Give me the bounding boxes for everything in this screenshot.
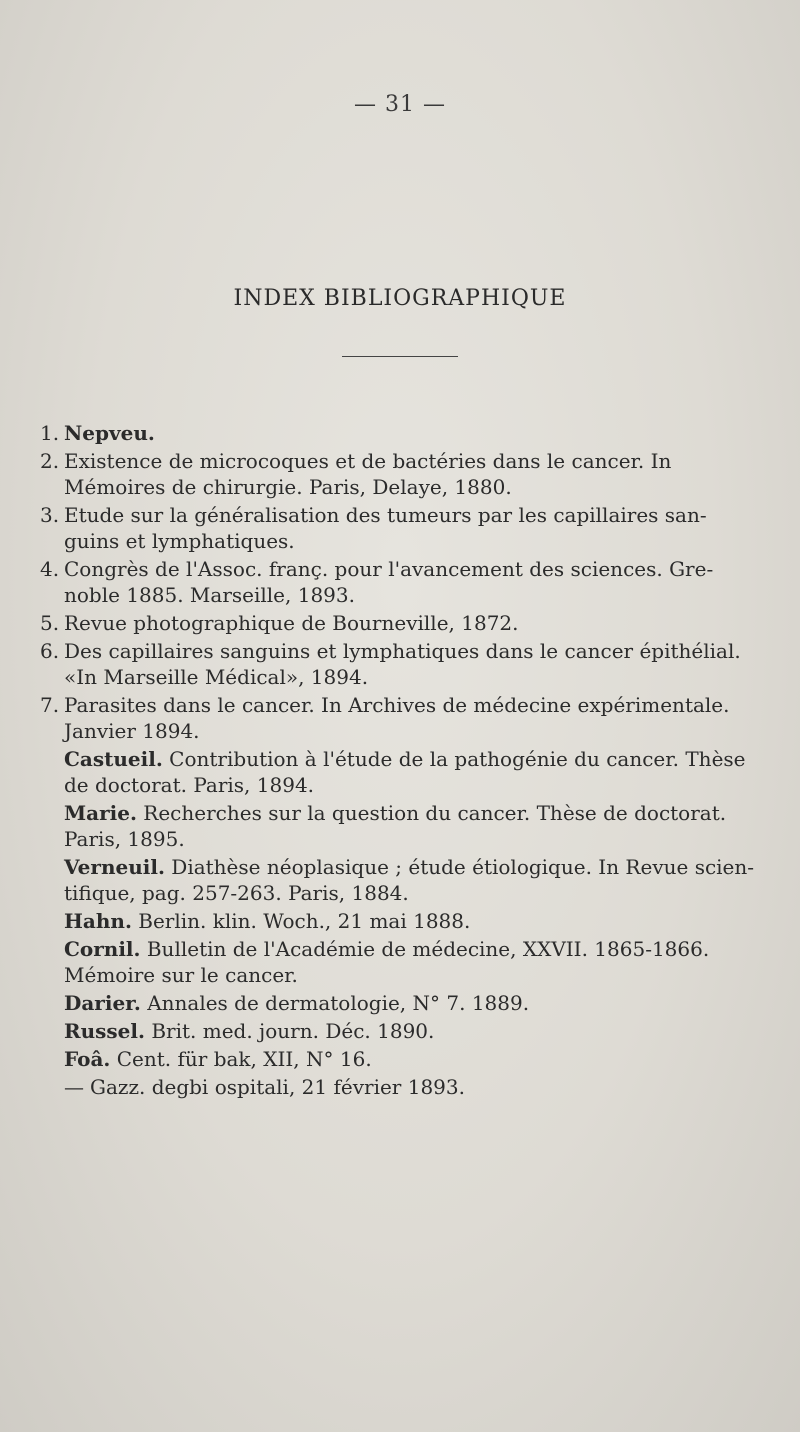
entry-text: Brit. med. journ. Déc. 1890. [151, 1019, 435, 1043]
entry-text: Berlin. klin. Woch., 21 mai 1888. [138, 909, 471, 933]
entry-text: Recherches sur la question du cancer. Thèse de doctorat. [143, 801, 727, 825]
author-name: Hahn. [64, 909, 132, 933]
entry-text: Existence de microcoques et de bactéries dans le cancer. In [64, 449, 672, 473]
author-name: Cornil. [64, 937, 141, 961]
entry-number: 2. [40, 449, 60, 473]
entry-text: Gazz. degbi ospitali, 21 février 1893. [90, 1075, 465, 1099]
author-name: Marie. [64, 801, 137, 825]
entry-text: Contribution à l'étude de la pathogénie du cancer. Thèse [169, 747, 746, 771]
entry-number: 5. [40, 611, 60, 635]
entry-text: Annales de dermatologie, N° 7. 1889. [147, 991, 530, 1015]
bibliography-author-entry [44, 990, 774, 1016]
entry-text: Janvier 1894. [64, 719, 200, 743]
bibliography-author-entry [44, 936, 774, 988]
bibliography-author-entry [44, 1074, 774, 1100]
entry-text: Revue photographique de Bourneville, 1872. [64, 611, 519, 635]
author-name: Verneuil. [64, 855, 165, 879]
bibliography-entry-5 [40, 610, 774, 636]
entry-number: 7. [40, 693, 60, 717]
bibliography-entry-3 [40, 502, 774, 554]
bibliography-entry-1 [40, 420, 774, 446]
entry-text: Etude sur la généralisation des tumeurs par les capillaires san- [64, 503, 707, 527]
entry-text: Mémoire sur le cancer. [64, 963, 298, 987]
page-number: — 31 — [354, 92, 446, 117]
entry-text: Bulletin de l'Académie de médecine, XXVII. 1865-1866. [146, 937, 710, 961]
entry-text: guins et lymphatiques. [64, 529, 295, 553]
page-title: INDEX BIBLIOGRAPHIQUE [233, 286, 567, 311]
bibliography-author-entry [44, 854, 774, 906]
bibliography-author-entry [44, 746, 774, 798]
title-divider [342, 356, 458, 357]
author-name: Foâ. [64, 1047, 111, 1071]
entry-text: noble 1885. Marseille, 1893. [64, 583, 355, 607]
bibliography-entry-6 [40, 638, 774, 690]
entry-number: 4. [40, 557, 60, 581]
bibliography-entry-2 [40, 448, 774, 500]
bibliography-author-entry [44, 800, 774, 852]
author-name: Castueil. [64, 747, 163, 771]
entry-number: 1. [40, 421, 60, 445]
entry-text: Diathèse néoplasique ; étude étiologique. In Revue scien- [171, 855, 755, 879]
bibliography-author-entry [44, 1046, 774, 1072]
bibliography-entry-4 [40, 556, 774, 608]
entry-text: de doctorat. Paris, 1894. [64, 773, 315, 797]
entry-text: Cent. für bak, XII, N° 16. [116, 1047, 372, 1071]
entry-text: «In Marseille Médical», 1894. [64, 665, 369, 689]
ditto-dash: — [64, 1075, 84, 1099]
entry-text: Des capillaires sanguins et lymphatiques dans le cancer épithélial. [64, 639, 741, 663]
author-name: Russel. [64, 1019, 145, 1043]
entry-number: 6. [40, 639, 60, 663]
entry-text: Paris, 1895. [64, 827, 185, 851]
entry-text: Mémoires de chirurgie. Paris, Delaye, 1880. [64, 475, 512, 499]
bibliography-list [40, 420, 774, 1102]
bibliography-author-entry [44, 1018, 774, 1044]
bibliography-author-entry [44, 908, 774, 934]
bibliography-entry-7 [40, 692, 774, 744]
entry-number: 3. [40, 503, 60, 527]
entry-text: Nepveu. [64, 421, 155, 445]
entry-text: Congrès de l'Assoc. franç. pour l'avancement des sciences. Gre- [64, 557, 714, 581]
author-name: Darier. [64, 991, 141, 1015]
entry-text: Parasites dans le cancer. In Archives de médecine expérimentale. [64, 693, 730, 717]
entry-text: tifique, pag. 257-263. Paris, 1884. [64, 881, 409, 905]
